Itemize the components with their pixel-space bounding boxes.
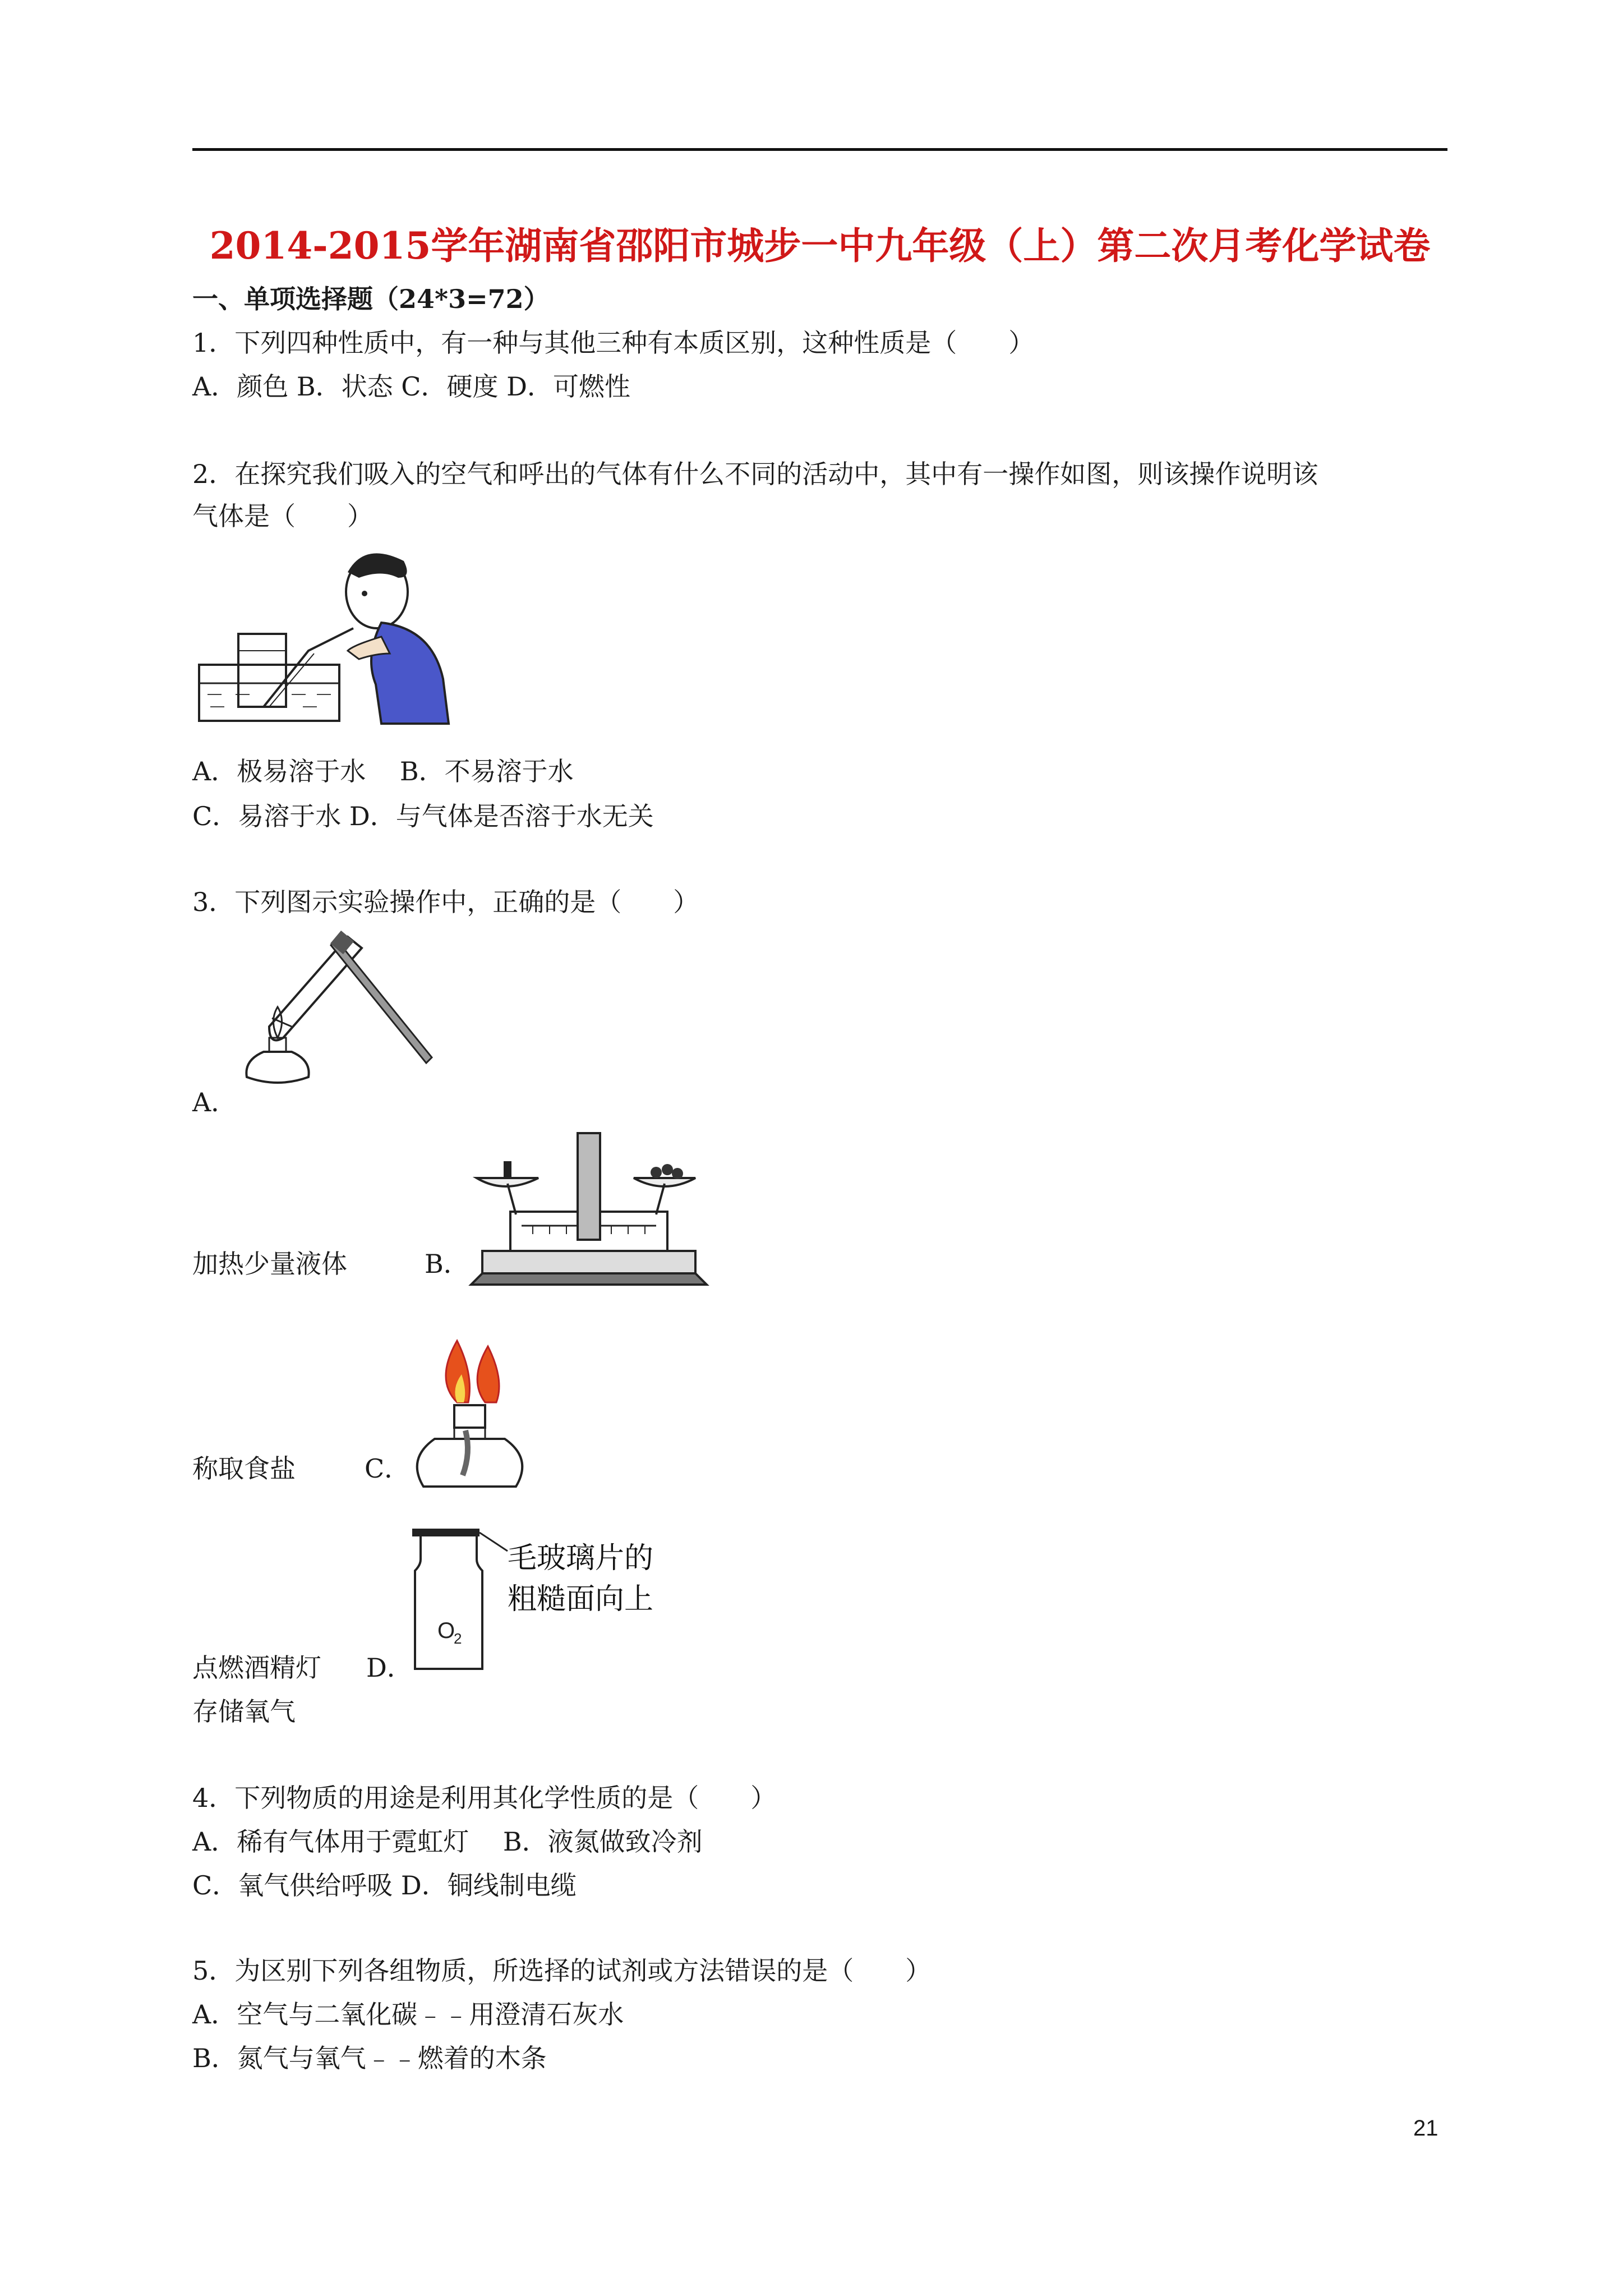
- question-2-options-line-2: C．易溶于水 D．与气体是否溶于水无关: [192, 801, 654, 831]
- section-heading: 一、单项选择题（24*3=72）: [192, 284, 550, 314]
- question-2-options-line-1: A．极易溶于水 B．不易溶于水: [192, 756, 574, 786]
- question-5-options-line-1: A．空气与二氧化碳﹣﹣用澄清石灰水: [192, 1999, 624, 2030]
- question-4-options-line-2: C．氧气供给呼吸 D．铜线制电缆: [192, 1870, 577, 1901]
- figure-lighting-lamp: [401, 1329, 547, 1498]
- option-a-letter: A．: [192, 1087, 237, 1117]
- question-3-stem: 3．下列图示实验操作中，正确的是（ ）: [192, 887, 699, 917]
- option-d-letter: D．: [366, 1653, 413, 1683]
- question-2-stem-line-2: 气体是（ ）: [192, 501, 373, 531]
- question-5-stem: 5．为区别下列各组物质，所选择的试剂或方法错误的是（ ）: [192, 1955, 932, 1986]
- header-rule: [192, 148, 1447, 151]
- figure-oxygen-subscript: 2: [454, 1630, 462, 1647]
- option-c-caption: 点燃酒精灯: [192, 1653, 321, 1683]
- figure-oxygen-label: O: [437, 1618, 455, 1643]
- option-c-letter: C．: [365, 1453, 411, 1484]
- figure-oxygen-jar: [412, 1526, 670, 1672]
- page-number: 21: [1413, 2116, 1438, 2141]
- question-2-figure: [196, 539, 454, 746]
- question-1-options: A．颜色 B．状态 C．硬度 D．可燃性: [192, 371, 630, 402]
- figure-label-line-2: 粗糙面向上: [508, 1582, 654, 1616]
- question-5-options-line-2: B．氮气与氧气﹣﹣燃着的木条: [192, 2043, 547, 2073]
- figure-label-line-1: 毛玻璃片的: [508, 1542, 654, 1575]
- question-1-stem: 1．下列四种性质中，有一种与其他三种有本质区别，这种性质是（ ）: [192, 328, 1035, 358]
- option-b-caption: 称取食盐: [192, 1453, 296, 1484]
- question-2-stem-line-1: 2．在探究我们吸入的空气和呼出的气体有什么不同的活动中，其中有一操作如图，则该操作说明该: [192, 459, 1318, 489]
- question-4-stem: 4．下列物质的用途是利用其化学性质的是（ ）: [192, 1783, 777, 1813]
- option-d-caption: 存储氧气: [192, 1696, 296, 1727]
- option-a-caption: 加热少量液体: [192, 1249, 347, 1279]
- option-b-letter: B．: [425, 1249, 469, 1279]
- question-4-options-line-1: A．稀有气体用于霓虹灯 B．液氮做致冷剂: [192, 1826, 703, 1857]
- figure-balance: [471, 1122, 707, 1296]
- document-title: 2014-2015学年湖南省邵阳市城步一中九年级（上）第二次月考化学试卷: [209, 224, 1431, 268]
- figure-heating-liquid: [236, 926, 437, 1099]
